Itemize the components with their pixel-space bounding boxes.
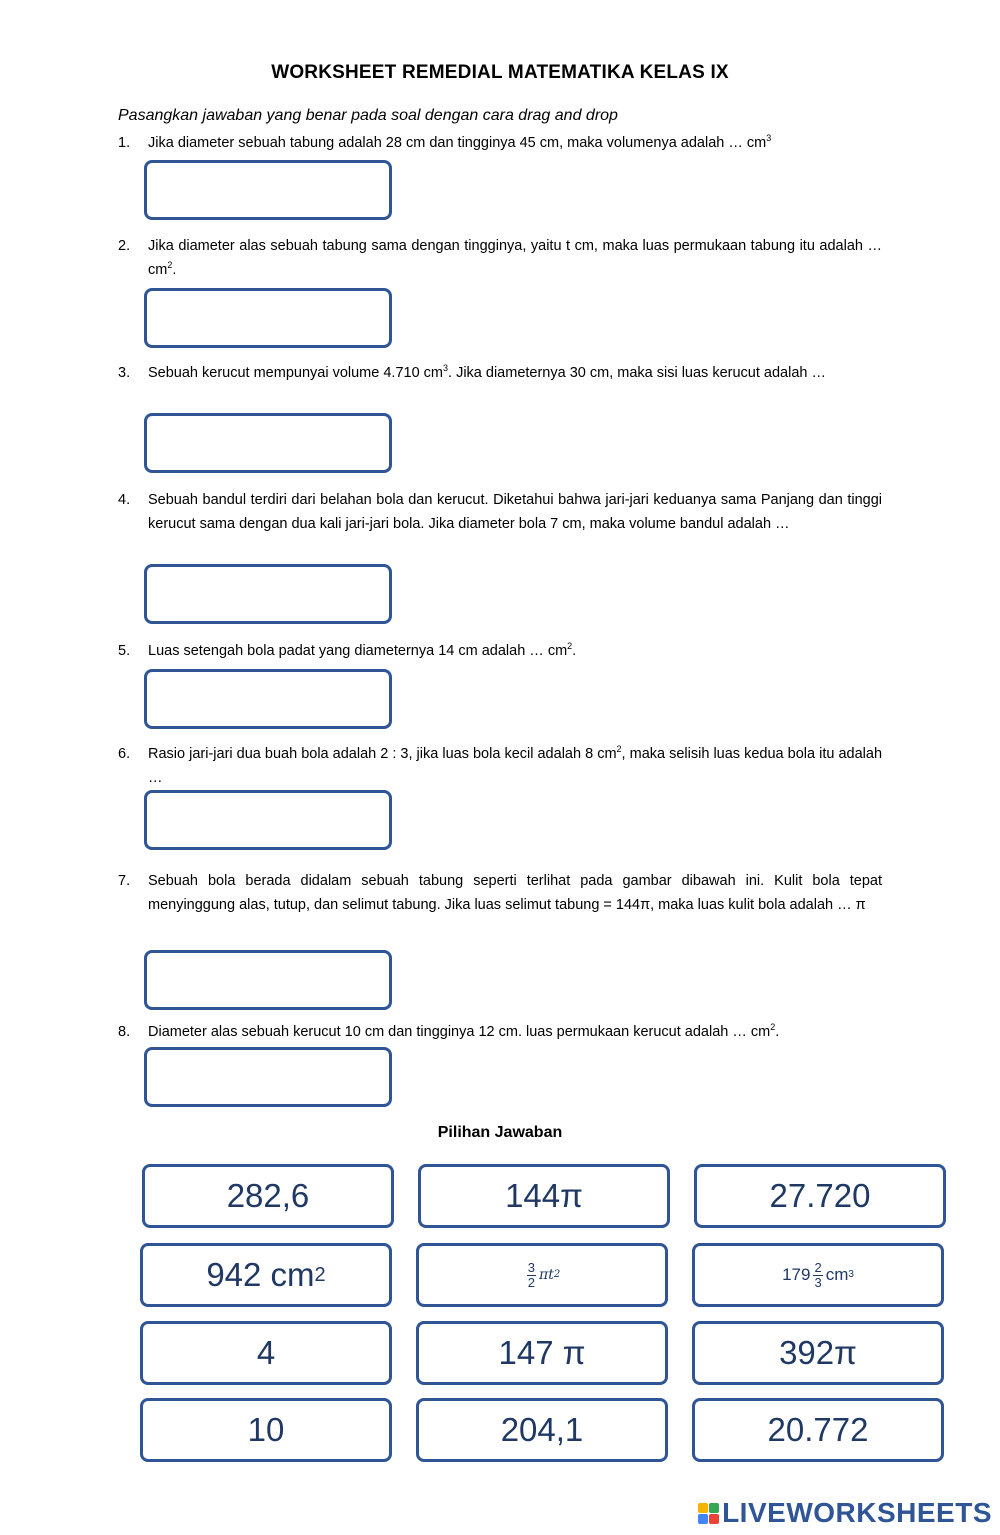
answer-chip-20772[interactable] [692, 1398, 944, 1462]
question-number: 6. [118, 746, 131, 762]
chip-label: 27.720 [769, 1177, 871, 1214]
choices-title: Pilihan Jawaban [437, 1124, 563, 1141]
drop-zone-2[interactable] [144, 288, 392, 348]
logo-square-red [709, 1514, 719, 1524]
question-text: Sebuah bola berada didalam sebuah tabung seperti terlihat pada gambar dibawah ini. Kulit bola tepat menyinggung alas, tutup, dan selimut tabung. Jika luas selimut tabung = 144π, maka luas kulit bola adalah … π [148, 873, 882, 913]
answer-chip-179-two-thirds-cm3[interactable]: 179 $\frac{2}{3}$ cm 3 [692, 1243, 944, 1307]
answer-chip-282-6[interactable] [142, 1164, 394, 1228]
chip-label: 4 [256, 1334, 276, 1371]
chip-label: 942 cm [206, 1256, 315, 1293]
question-text: Jika diameter alas sebuah tabung sama dengan tingginya, yaitu t cm, maka luas permukaan tabung itu adalah … cm [148, 238, 882, 278]
answer-chip-942cm2[interactable]: 942 cm 2 [140, 1243, 392, 1307]
question-number: 1. [118, 135, 131, 151]
fraction [813, 1261, 822, 1290]
drop-zone-6[interactable] [144, 790, 392, 850]
chip-label: 179 [782, 1265, 811, 1284]
chip-label: 10 [247, 1411, 285, 1448]
question-text: Jika diameter sebuah tabung adalah 28 cm dan tingginya 45 cm, maka volumenya adalah … cm [148, 135, 767, 151]
question-6 [118, 743, 882, 790]
drop-zone-5[interactable] [144, 669, 392, 729]
question-text: Sebuah kerucut mempunyai volume 4.710 cm [148, 365, 443, 381]
superscript: 3 [766, 133, 772, 144]
question-number: 7. [118, 873, 131, 889]
question-5 [118, 640, 882, 664]
logo-square-green [709, 1503, 719, 1513]
fraction-numerator: 2 [814, 1259, 822, 1275]
answer-chip-147pi[interactable] [416, 1321, 668, 1385]
answer-chip-27720[interactable] [694, 1164, 946, 1228]
question-text: Luas setengah bola padat yang diameternya 14 cm adalah … cm [148, 643, 568, 659]
chip-label: πt [539, 1267, 554, 1283]
logo-square-blue [698, 1514, 708, 1524]
superscript: 2 [616, 744, 622, 755]
superscript: 2 [567, 641, 573, 652]
question-text: Sebuah bandul terdiri dari belahan bola dan kerucut. Diketahui bahwa jari-jari keduanya sama Panjang dan tinggi kerucut sama dengan dua kali jari-jari bola. Jika diameter bola 7 cm, maka volume bandul adalah … [148, 492, 882, 532]
question-4 [118, 489, 882, 536]
unit-label: cm [825, 1265, 849, 1284]
question-number: 8. [118, 1024, 131, 1040]
question-number: 5. [118, 643, 131, 659]
drop-zone-4[interactable] [144, 564, 392, 624]
question-7 [118, 870, 882, 917]
fraction-denominator: 3 [814, 1274, 822, 1290]
chip-label: 204,1 [500, 1411, 584, 1448]
question-3 [118, 362, 882, 386]
answer-chip-144pi[interactable] [418, 1164, 670, 1228]
drop-zone-1[interactable] [144, 160, 392, 220]
drop-zone-8[interactable] [144, 1047, 392, 1107]
question-text-after: . [775, 1024, 780, 1040]
answer-chip-204-1[interactable] [416, 1398, 668, 1462]
logo-text: LIVEWORKSHEETS [722, 1497, 992, 1528]
chip-label: 282,6 [226, 1177, 310, 1214]
answer-chip-three-halves-pi-t-squared[interactable]: $\frac{3}{2}$ πt 2 [416, 1243, 668, 1307]
question-2 [118, 235, 882, 282]
answer-chip-392pi[interactable] [692, 1321, 944, 1385]
question-8 [118, 1021, 882, 1045]
chip-label: 392π [779, 1334, 857, 1371]
question-text-after: . [572, 643, 577, 659]
fraction-numerator: 3 [527, 1259, 536, 1275]
question-number: 2. [118, 238, 131, 254]
question-text-after: . Jika diameternya 30 cm, maka sisi luas kerucut adalah … [448, 365, 826, 381]
superscript: 2 [770, 1022, 776, 1033]
question-text-after: , maka selisih luas kedua bola itu adalah … [148, 746, 883, 786]
question-text: Diameter alas sebuah kerucut 10 cm dan tingginya 12 cm. luas permukaan kerucut adalah … cm [148, 1024, 771, 1040]
chip-label: 144π [505, 1177, 583, 1214]
superscript: 2 [167, 259, 173, 270]
answer-chip-4[interactable] [140, 1321, 392, 1385]
superscript: 3 [443, 363, 449, 374]
logo-icon [698, 1503, 719, 1524]
liveworksheets-logo [698, 1497, 992, 1529]
drop-zone-7[interactable] [144, 950, 392, 1010]
question-number: 4. [118, 492, 131, 508]
worksheet-title: WORKSHEET REMEDIAL MATEMATIKA KELAS IX [271, 62, 729, 83]
answer-chip-10[interactable] [140, 1398, 392, 1462]
chip-label: 20.772 [767, 1411, 869, 1448]
drop-zone-3[interactable] [144, 413, 392, 473]
logo-square-yellow [698, 1503, 708, 1513]
instruction-text: Pasangkan jawaban yang benar pada soal dengan cara drag and drop [118, 107, 618, 124]
question-text-after: . [172, 261, 177, 278]
question-1 [118, 132, 882, 156]
chip-label: 147 π [498, 1334, 586, 1371]
question-number: 3. [118, 365, 131, 381]
fraction [527, 1261, 536, 1290]
fraction-denominator: 2 [527, 1274, 536, 1290]
question-text: Rasio jari-jari dua buah bola adalah 2 : 3, jika luas bola kecil adalah 8 cm [148, 746, 617, 762]
